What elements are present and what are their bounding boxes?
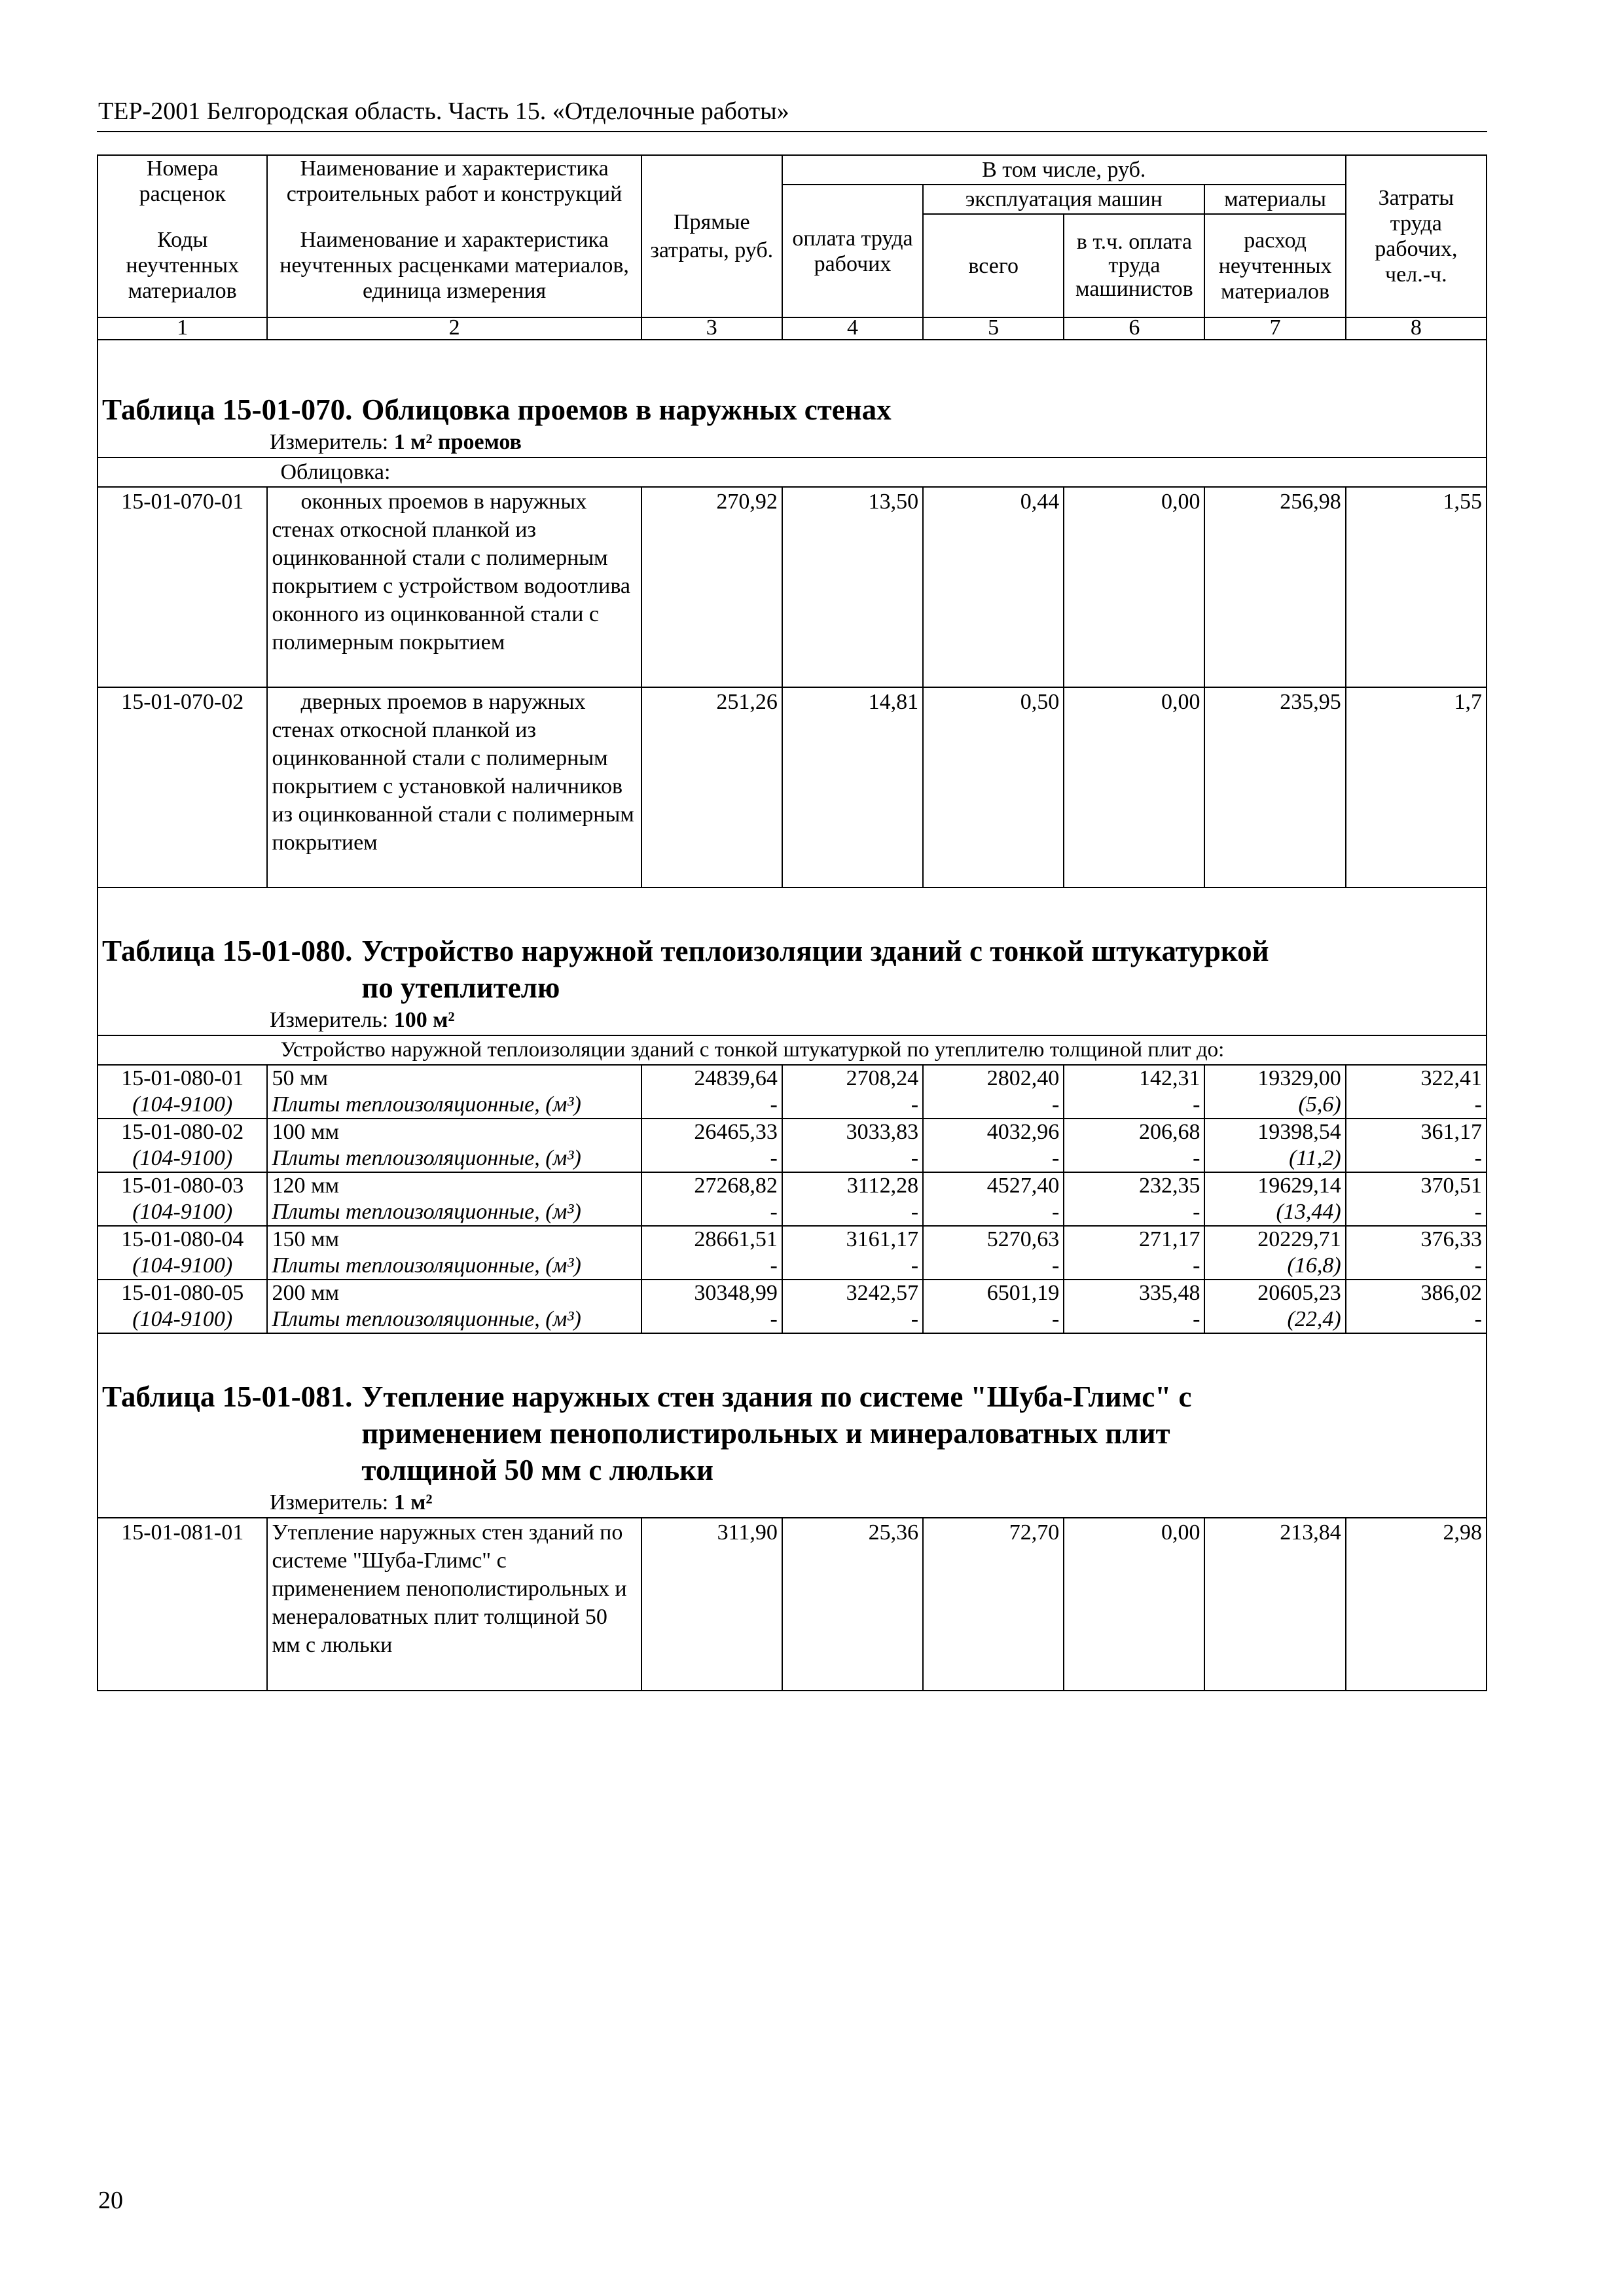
col1-bottom-header: Коды неучтенных материалов	[98, 214, 267, 317]
materials: 235,95	[1204, 687, 1345, 888]
resource-name: Плиты теплоизоляционные, (м³)	[267, 1145, 641, 1172]
labor-costs: 1,7	[1346, 687, 1487, 888]
resource-value: -	[1346, 1145, 1487, 1172]
group-spacer	[98, 1035, 267, 1065]
table-080-section	[98, 888, 1487, 1035]
rate-name: дверных проемов в наружных стенах откосной планкой из оцинкованной стали с полимерным покрытием с установкой наличников из оцинкованной стали с полимерным покрытием	[267, 687, 641, 888]
machinist-wages: 0,00	[1064, 687, 1204, 888]
section-title-line: Устройство наружной теплоизоляции зданий с тонкой штукатуркой	[361, 935, 1269, 967]
resource-value: -	[923, 1145, 1064, 1172]
col-num-7: 7	[1204, 317, 1345, 340]
rate-code: 15-01-080-03	[98, 1172, 267, 1199]
section-label: Таблица 15-01-081.	[102, 1380, 353, 1413]
table-row	[98, 687, 1487, 888]
direct-costs: 30348,99	[641, 1280, 782, 1306]
resource-value: -	[1064, 1092, 1204, 1119]
labor-costs: 361,17	[1346, 1119, 1487, 1145]
resource-value: -	[923, 1199, 1064, 1226]
meter-value: 100 м²	[393, 1008, 455, 1032]
resource-quantity: (5,6)	[1204, 1092, 1345, 1119]
labor-costs: 386,02	[1346, 1280, 1487, 1306]
resource-value: -	[923, 1306, 1064, 1333]
page-number: 20	[98, 2187, 123, 2214]
unaccounted-materials-header: расход неучтенных материалов	[1204, 214, 1345, 317]
machines-total: 5270,63	[923, 1226, 1064, 1253]
direct-costs: 28661,51	[641, 1226, 782, 1253]
materials: 19629,14	[1204, 1172, 1345, 1199]
rate-code: 15-01-080-05	[98, 1280, 267, 1306]
rate-name: оконных проемов в наружных стенах откосной планкой из оцинкованной стали с полимерным покрытием с устройством водоотлива оконного из оцинкованной стали с полимерным покрытием	[267, 487, 641, 687]
resource-name: Плиты теплоизоляционные, (м³)	[267, 1253, 641, 1280]
direct-costs: 311,90	[641, 1518, 782, 1691]
machinist-wages: 271,17	[1064, 1226, 1204, 1253]
direct-costs: 251,26	[641, 687, 782, 888]
resource-row	[98, 1199, 1487, 1226]
resource-value: -	[1064, 1199, 1204, 1226]
section-label: Таблица 15-01-070.	[102, 393, 353, 426]
resource-quantity: (13,44)	[1204, 1199, 1345, 1226]
section-title-line: по утеплителю	[361, 971, 560, 1004]
machinist-wages: 0,00	[1064, 1518, 1204, 1691]
machinist-wages-header: в т.ч. оплата труда машинистов	[1064, 214, 1204, 317]
resource-value: -	[641, 1253, 782, 1280]
incl-header: В том числе, руб.	[782, 155, 1346, 185]
running-head: ТЕР-2001 Белгородская область. Часть 15. «Отделочные работы»	[98, 98, 789, 125]
rate-code: 15-01-080-02	[98, 1119, 267, 1145]
direct-costs: 270,92	[641, 487, 782, 687]
labor-costs: 370,51	[1346, 1172, 1487, 1199]
resource-value: -	[923, 1092, 1064, 1119]
resource-value: -	[782, 1306, 923, 1333]
resource-value: -	[923, 1253, 1064, 1280]
direct-costs: 26465,33	[641, 1119, 782, 1145]
machinist-wages: 0,00	[1064, 487, 1204, 687]
table-row	[98, 1518, 1487, 1691]
labor-costs: 1,55	[1346, 487, 1487, 687]
rate-code: 15-01-080-04	[98, 1226, 267, 1253]
rate-name: 100 мм	[267, 1119, 641, 1145]
rate-code: 15-01-070-02	[98, 687, 267, 888]
col-num-6: 6	[1064, 317, 1204, 340]
meter-label: Измеритель:	[270, 430, 389, 454]
resource-quantity: (22,4)	[1204, 1306, 1345, 1333]
meter-label: Измеритель:	[270, 1008, 389, 1032]
direct-costs-header: Прямые затраты, руб.	[641, 155, 782, 317]
table-081-section	[98, 1333, 1487, 1518]
resource-value: -	[1346, 1199, 1487, 1226]
machines-total: 4032,96	[923, 1119, 1064, 1145]
resource-code: (104-9100)	[98, 1199, 267, 1226]
wages-header: оплата труда рабочих	[782, 185, 923, 317]
wages: 3112,28	[782, 1172, 923, 1199]
resource-quantity: (11,2)	[1204, 1145, 1345, 1172]
materials: 256,98	[1204, 487, 1345, 687]
resource-value: -	[782, 1145, 923, 1172]
section-title-line: Утепление наружных стен здания по системе "Шуба-Глимс" с	[361, 1380, 1192, 1413]
rate-name: 120 мм	[267, 1172, 641, 1199]
col2-top-header: Наименование и характеристика строительных работ и конструкций	[267, 155, 641, 214]
direct-costs: 24839,64	[641, 1065, 782, 1092]
resource-row	[98, 1092, 1487, 1119]
labor-costs: 322,41	[1346, 1065, 1487, 1092]
labor-costs: 376,33	[1346, 1226, 1487, 1253]
resource-value: -	[641, 1092, 782, 1119]
rate-name: 200 мм	[267, 1280, 641, 1306]
resource-code: (104-9100)	[98, 1253, 267, 1280]
meter-value: 1 м²	[393, 1490, 433, 1515]
col-num-5: 5	[923, 317, 1064, 340]
group-spacer	[98, 457, 267, 487]
rate-name: 50 мм	[267, 1065, 641, 1092]
wages: 14,81	[782, 687, 923, 888]
section-meter	[102, 1006, 1482, 1035]
direct-costs: 27268,82	[641, 1172, 782, 1199]
col-num-4: 4	[782, 317, 923, 340]
rate-code: 15-01-081-01	[98, 1518, 267, 1691]
rate-name: Утепление наружных стен зданий по системе "Шуба-Глимс" с применением пенополистирольных и менераловатных плит толщиной 50 мм с люльки	[267, 1518, 641, 1691]
materials: 19398,54	[1204, 1119, 1345, 1145]
table-row	[98, 487, 1487, 687]
group-heading: Устройство наружной теплоизоляции зданий с тонкой штукатуркой по утеплителю толщиной плит до:	[267, 1035, 1487, 1065]
resource-code: (104-9100)	[98, 1092, 267, 1119]
machines-total: 6501,19	[923, 1280, 1064, 1306]
section-title-line: толщиной 50 мм с люльки	[361, 1454, 713, 1486]
col-num-3: 3	[641, 317, 782, 340]
wages: 25,36	[782, 1518, 923, 1691]
col-num-1: 1	[98, 317, 267, 340]
table-row	[98, 1172, 1487, 1199]
section-meter	[102, 1488, 1482, 1517]
col2-bottom-header: Наименование и характеристика неучтенных расценками материалов, единица измерения	[267, 214, 641, 317]
rates-table	[97, 154, 1487, 1691]
resource-value: -	[782, 1092, 923, 1119]
meter-label: Измеритель:	[270, 1490, 389, 1515]
section-title	[102, 1378, 1482, 1488]
resource-code: (104-9100)	[98, 1145, 267, 1172]
machines-total: 0,44	[923, 487, 1064, 687]
header-rule	[97, 131, 1487, 132]
wages: 2708,24	[782, 1065, 923, 1092]
resource-row	[98, 1145, 1487, 1172]
resource-value: -	[1346, 1092, 1487, 1119]
machinist-wages: 335,48	[1064, 1280, 1204, 1306]
section-label: Таблица 15-01-080.	[102, 935, 353, 967]
col1-top-header: Номера расценок	[98, 155, 267, 214]
rate-name: 150 мм	[267, 1226, 641, 1253]
rate-code: 15-01-080-01	[98, 1065, 267, 1092]
labor-costs-header: Затраты труда рабочих, чел.-ч.	[1346, 155, 1487, 317]
labor-costs: 2,98	[1346, 1518, 1487, 1691]
wages: 3161,17	[782, 1226, 923, 1253]
machines-total: 72,70	[923, 1518, 1064, 1691]
machinist-wages: 206,68	[1064, 1119, 1204, 1145]
table-070-section	[98, 340, 1487, 457]
resource-value: -	[1346, 1306, 1487, 1333]
machines-total: 0,50	[923, 687, 1064, 888]
wages: 13,50	[782, 487, 923, 687]
resource-row	[98, 1253, 1487, 1280]
table-row	[98, 1065, 1487, 1092]
materials-header: материалы	[1204, 185, 1345, 214]
col-num-2: 2	[267, 317, 641, 340]
machinist-wages: 232,35	[1064, 1172, 1204, 1199]
table-row	[98, 1226, 1487, 1253]
table-row	[98, 1280, 1487, 1306]
resource-value: -	[782, 1253, 923, 1280]
resource-code: (104-9100)	[98, 1306, 267, 1333]
resource-value: -	[1064, 1145, 1204, 1172]
machinist-wages: 142,31	[1064, 1065, 1204, 1092]
machines-total: 4527,40	[923, 1172, 1064, 1199]
resource-value: -	[1346, 1253, 1487, 1280]
resource-quantity: (16,8)	[1204, 1253, 1345, 1280]
rate-code: 15-01-070-01	[98, 487, 267, 687]
machines-header: эксплуатация машин	[923, 185, 1204, 214]
resource-value: -	[641, 1199, 782, 1226]
resource-value: -	[1064, 1306, 1204, 1333]
section-meter	[102, 428, 1482, 457]
wages: 3242,57	[782, 1280, 923, 1306]
group-heading: Облицовка:	[267, 457, 1487, 487]
machines-total-header: всего	[923, 214, 1064, 317]
materials: 20229,71	[1204, 1226, 1345, 1253]
materials: 20605,23	[1204, 1280, 1345, 1306]
resource-name: Плиты теплоизоляционные, (м³)	[267, 1306, 641, 1333]
resource-value: -	[641, 1306, 782, 1333]
materials: 213,84	[1204, 1518, 1345, 1691]
resource-name: Плиты теплоизоляционные, (м³)	[267, 1092, 641, 1119]
resource-value: -	[641, 1145, 782, 1172]
section-title	[102, 933, 1482, 1006]
wages: 3033,83	[782, 1119, 923, 1145]
section-title	[102, 391, 1482, 428]
resource-value: -	[782, 1199, 923, 1226]
machines-total: 2802,40	[923, 1065, 1064, 1092]
resource-name: Плиты теплоизоляционные, (м³)	[267, 1199, 641, 1226]
table-row	[98, 1119, 1487, 1145]
materials: 19329,00	[1204, 1065, 1345, 1092]
col-num-8: 8	[1346, 317, 1487, 340]
section-title-line: применением пенополистирольных и минераловатных плит	[361, 1417, 1170, 1450]
resource-value: -	[1064, 1253, 1204, 1280]
resource-row	[98, 1306, 1487, 1333]
section-title-line: Облицовка проемов в наружных стенах	[361, 393, 892, 426]
meter-value: 1 м² проемов	[393, 430, 522, 454]
